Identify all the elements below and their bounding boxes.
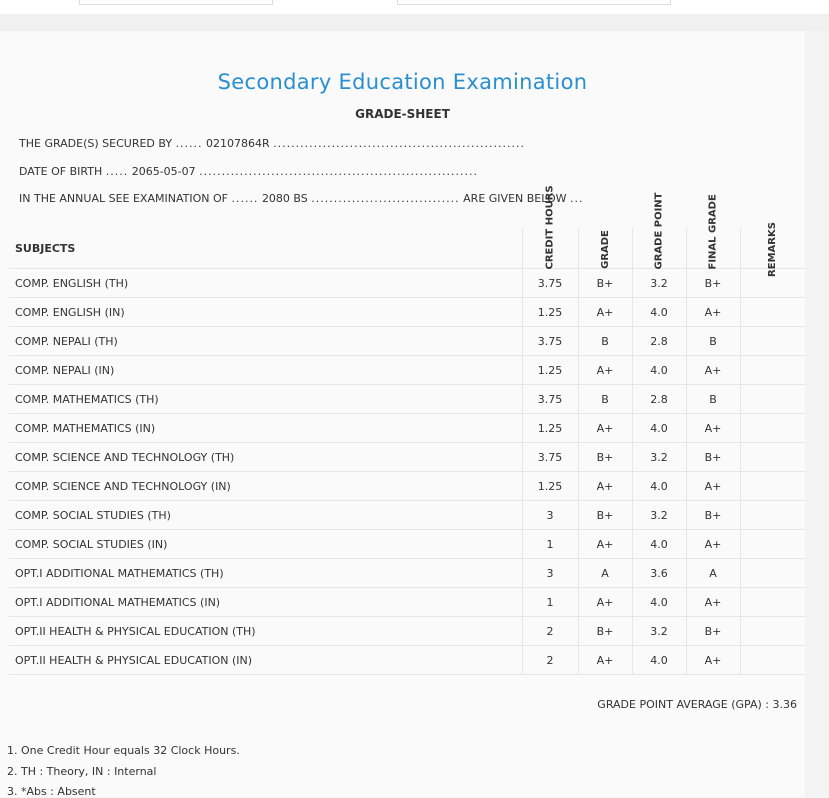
table-row	[9, 269, 805, 298]
grade-cell: A+	[578, 646, 632, 675]
credit-hours-cell: 1	[522, 588, 578, 617]
final-grade-cell: A+	[686, 414, 740, 443]
credit-hours-cell: 3.75	[522, 269, 578, 298]
dob-line	[19, 165, 478, 178]
grade-point-cell: 4.0	[632, 414, 686, 443]
credit-hours-cell: 3	[522, 501, 578, 530]
top-bar	[0, 0, 829, 14]
grade-point-cell: 4.0	[632, 646, 686, 675]
subject-cell: COMP. ENGLISH (TH)	[9, 269, 522, 298]
table-row	[9, 443, 805, 472]
grade-cell: B+	[578, 443, 632, 472]
final-grade-cell: B	[686, 327, 740, 356]
header-final-grade	[686, 193, 740, 269]
top-input-left[interactable]	[79, 0, 273, 5]
final-grade-cell: A+	[686, 298, 740, 327]
header-grade-point	[632, 191, 686, 269]
dots: .....	[105, 165, 129, 178]
grade-cell: B	[578, 327, 632, 356]
remarks-cell	[740, 646, 805, 675]
exam-label: IN THE ANNUAL SEE EXAMINATION OF	[19, 192, 228, 205]
remarks-cell	[740, 472, 805, 501]
credit-hours-cell: 3.75	[522, 385, 578, 414]
table-row	[9, 588, 805, 617]
header-grade	[578, 228, 632, 269]
dots: .................................	[311, 192, 460, 205]
grade-point-cell: 2.8	[632, 327, 686, 356]
table-row	[9, 356, 805, 385]
credit-hours-cell: 1.25	[522, 298, 578, 327]
final-grade-cell: B+	[686, 443, 740, 472]
subject-cell: COMP. SCIENCE AND TECHNOLOGY (IN)	[9, 472, 522, 501]
header-grade-point-text: GRADE POINT	[653, 191, 665, 269]
dots: ........................................................	[273, 137, 525, 150]
table-row	[9, 472, 805, 501]
final-grade-cell: A	[686, 559, 740, 588]
grade-cell: A+	[578, 588, 632, 617]
header-credit-hours	[522, 228, 578, 269]
subject-cell: OPT.II HEALTH & PHYSICAL EDUCATION (TH)	[9, 617, 522, 646]
final-grade-cell: B+	[686, 269, 740, 298]
subject-cell: COMP. MATHEMATICS (IN)	[9, 414, 522, 443]
subject-cell: COMP. NEPALI (IN)	[9, 356, 522, 385]
grade-point-cell: 4.0	[632, 298, 686, 327]
remarks-cell	[740, 530, 805, 559]
remarks-cell	[740, 414, 805, 443]
final-grade-cell: A+	[686, 530, 740, 559]
table-header-row	[9, 228, 805, 269]
final-grade-cell: B+	[686, 501, 740, 530]
gpa-summary: GRADE POINT AVERAGE (GPA) : 3.36	[597, 698, 797, 711]
note-th-in: 2. TH : Theory, IN : Internal	[7, 765, 157, 778]
grade-point-cell: 4.0	[632, 356, 686, 385]
grade-sheet-subtitle: GRADE-SHEET	[355, 107, 450, 121]
final-grade-cell: A+	[686, 646, 740, 675]
table-row	[9, 646, 805, 675]
credit-hours-cell: 3	[522, 559, 578, 588]
remarks-cell	[740, 385, 805, 414]
secured-label: THE GRADE(S) SECURED BY	[19, 137, 173, 150]
separator	[0, 14, 829, 31]
grade-cell: B	[578, 385, 632, 414]
header-subjects: SUBJECTS	[9, 228, 522, 269]
credit-hours-cell: 2	[522, 646, 578, 675]
grade-point-cell: 3.2	[632, 501, 686, 530]
dots: ..............................................................	[199, 165, 478, 178]
header-remarks	[740, 221, 805, 277]
dob-value: 2065-05-07	[131, 165, 196, 178]
header-credit-hours-text	[545, 229, 556, 269]
final-grade-cell: A+	[686, 588, 740, 617]
table-row	[9, 501, 805, 530]
grade-cell: A+	[578, 530, 632, 559]
grade-point-cell: 3.2	[632, 617, 686, 646]
grade-cell: A+	[578, 298, 632, 327]
secured-by-line	[19, 137, 525, 150]
header-final-grade-text: FINAL GRADE	[707, 193, 719, 269]
grade-cell: A+	[578, 472, 632, 501]
remarks-cell	[740, 501, 805, 530]
subject-cell: COMP. MATHEMATICS (TH)	[9, 385, 522, 414]
subject-cell: OPT.I ADDITIONAL MATHEMATICS (TH)	[9, 559, 522, 588]
remarks-cell	[740, 298, 805, 327]
table-row	[9, 327, 805, 356]
final-grade-cell: B+	[686, 617, 740, 646]
subject-cell: OPT.II HEALTH & PHYSICAL EDUCATION (IN)	[9, 646, 522, 675]
remarks-cell	[740, 559, 805, 588]
grade-point-cell: 3.2	[632, 269, 686, 298]
header-remarks-text: REMARKS	[767, 221, 779, 277]
exam-year: 2080 BS	[261, 192, 308, 205]
dob-label: DATE OF BIRTH	[19, 165, 103, 178]
credit-hours-cell: 1	[522, 530, 578, 559]
note-absent: 3. *Abs : Absent	[7, 785, 96, 798]
table-row	[9, 617, 805, 646]
subject-cell: COMP. NEPALI (TH)	[9, 327, 522, 356]
credit-hours-cell: 3.75	[522, 443, 578, 472]
table-row	[9, 298, 805, 327]
table-row	[9, 530, 805, 559]
subject-cell: COMP. SOCIAL STUDIES (TH)	[9, 501, 522, 530]
grade-point-cell: 3.6	[632, 559, 686, 588]
dots: ...	[570, 192, 584, 205]
remarks-cell	[740, 356, 805, 385]
grade-cell: B+	[578, 617, 632, 646]
subject-cell: OPT.I ADDITIONAL MATHEMATICS (IN)	[9, 588, 522, 617]
subject-cell: COMP. ENGLISH (IN)	[9, 298, 522, 327]
remarks-cell	[740, 588, 805, 617]
dots: ......	[175, 137, 203, 150]
credit-hours-cell: 2	[522, 617, 578, 646]
grade-cell: A+	[578, 414, 632, 443]
grade-point-cell: 3.2	[632, 443, 686, 472]
final-grade-cell: A+	[686, 472, 740, 501]
grade-cell: A	[578, 559, 632, 588]
table-row	[9, 414, 805, 443]
grade-cell: A+	[578, 356, 632, 385]
grade-point-cell: 4.0	[632, 530, 686, 559]
grade-point-cell: 4.0	[632, 588, 686, 617]
subject-cell: COMP. SCIENCE AND TECHNOLOGY (TH)	[9, 443, 522, 472]
exam-line	[19, 192, 584, 205]
credit-hours-cell: 3.75	[522, 327, 578, 356]
credit-hours-cell: 1.25	[522, 356, 578, 385]
dots: ......	[231, 192, 259, 205]
remarks-cell	[740, 617, 805, 646]
header-grade-text: GRADE	[599, 229, 611, 269]
note-credit-hour: 1. One Credit Hour equals 32 Clock Hours.	[7, 744, 240, 757]
grade-cell: B+	[578, 501, 632, 530]
final-grade-cell: A+	[686, 356, 740, 385]
remarks-cell	[740, 327, 805, 356]
credit-hours-cell: 1.25	[522, 472, 578, 501]
exam-title: Secondary Education Examination	[217, 70, 588, 94]
symbol-number: 02107864R	[206, 137, 270, 150]
top-input-right[interactable]	[397, 0, 671, 5]
credit-hours-cell: 1.25	[522, 414, 578, 443]
table-row	[9, 385, 805, 414]
final-grade-cell: B	[686, 385, 740, 414]
table-row	[9, 559, 805, 588]
remarks-cell	[740, 443, 805, 472]
grade-point-cell: 2.8	[632, 385, 686, 414]
grade-cell: B+	[578, 269, 632, 298]
subject-cell: COMP. SOCIAL STUDIES (IN)	[9, 530, 522, 559]
grade-point-cell: 4.0	[632, 472, 686, 501]
exam-suffix: ARE GIVEN BELOW	[463, 192, 567, 205]
